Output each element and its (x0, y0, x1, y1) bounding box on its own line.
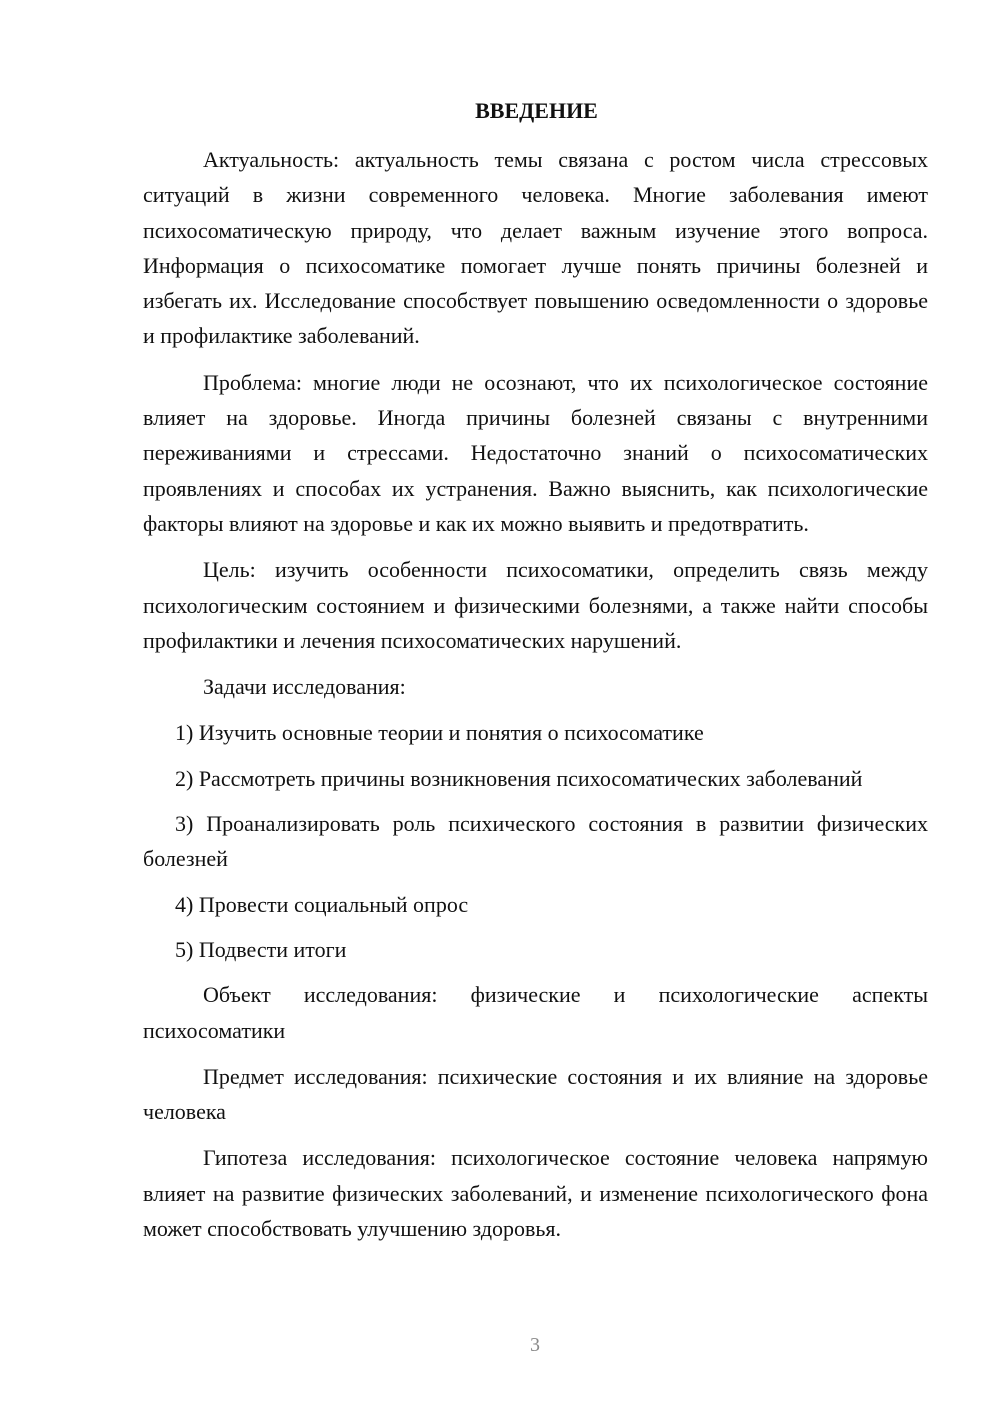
tasks-title: Задачи исследования: (203, 674, 406, 700)
task-item-4: 4) Провести социальный опрос (175, 891, 469, 917)
task-item-2: 2) Рассмотреть причины возникновения психосоматических заболеваний (175, 765, 863, 791)
task-item-1: 1) Изучить основные теории и понятия о психосоматике (175, 720, 704, 746)
document-page (143, 96, 928, 1257)
paragraph-object: Объект исследования: физические и психологические аспекты психосоматики (143, 982, 928, 1043)
section-heading: ВВЕДЕНИЕ (475, 98, 598, 123)
task-item-5: 5) Подвести итоги (175, 936, 347, 962)
tasks-list (143, 715, 928, 967)
paragraph-subject: Предмет исследования: психические состояния и их влияние на здоровье человека (143, 1063, 928, 1125)
paragraph-hypothesis: Гипотеза исследования: психологическое состояние человека напрямую влияет на развитие физических заболеваний, и изменение психологического фона может способствовать улучшению здоровья. (143, 1145, 928, 1242)
paragraph-goal: Цель: изучить особенности психосоматики, определить связь между психологическим состоянием и физическими болезнями, а также найти способы профилактики и лечения психосоматических нарушений. (143, 557, 928, 653)
page-number: 3 (530, 1334, 540, 1356)
paragraph-problem: Проблема: многие люди не осознают, что их психологическое состояние влияет на здоровье. Иногда причины болезней связаны с внутренними переживаниями и стрессами. Недостаточно знаний о психосоматических проявлениях и способах их устранения. Важно выяснить, как психологические факторы влияют на здоровье и как их можно выявить и предотвратить. (143, 369, 928, 536)
paragraph-relevance: Актуальность: актуальность темы связана с ростом числа стрессовых ситуаций в жизни современного человека. Многие заболевания имеют психосоматическую природу, что делает важным изучение этого вопроса. Информация о психосоматике помогает лучше понять причины болезней и избегать их. Исследование способствует повышению осведомленности о здоровье и профилактике заболеваний. (143, 147, 928, 349)
task-item-3: 3) Проанализировать роль психического состояния в развитии физических болезней (143, 811, 928, 872)
